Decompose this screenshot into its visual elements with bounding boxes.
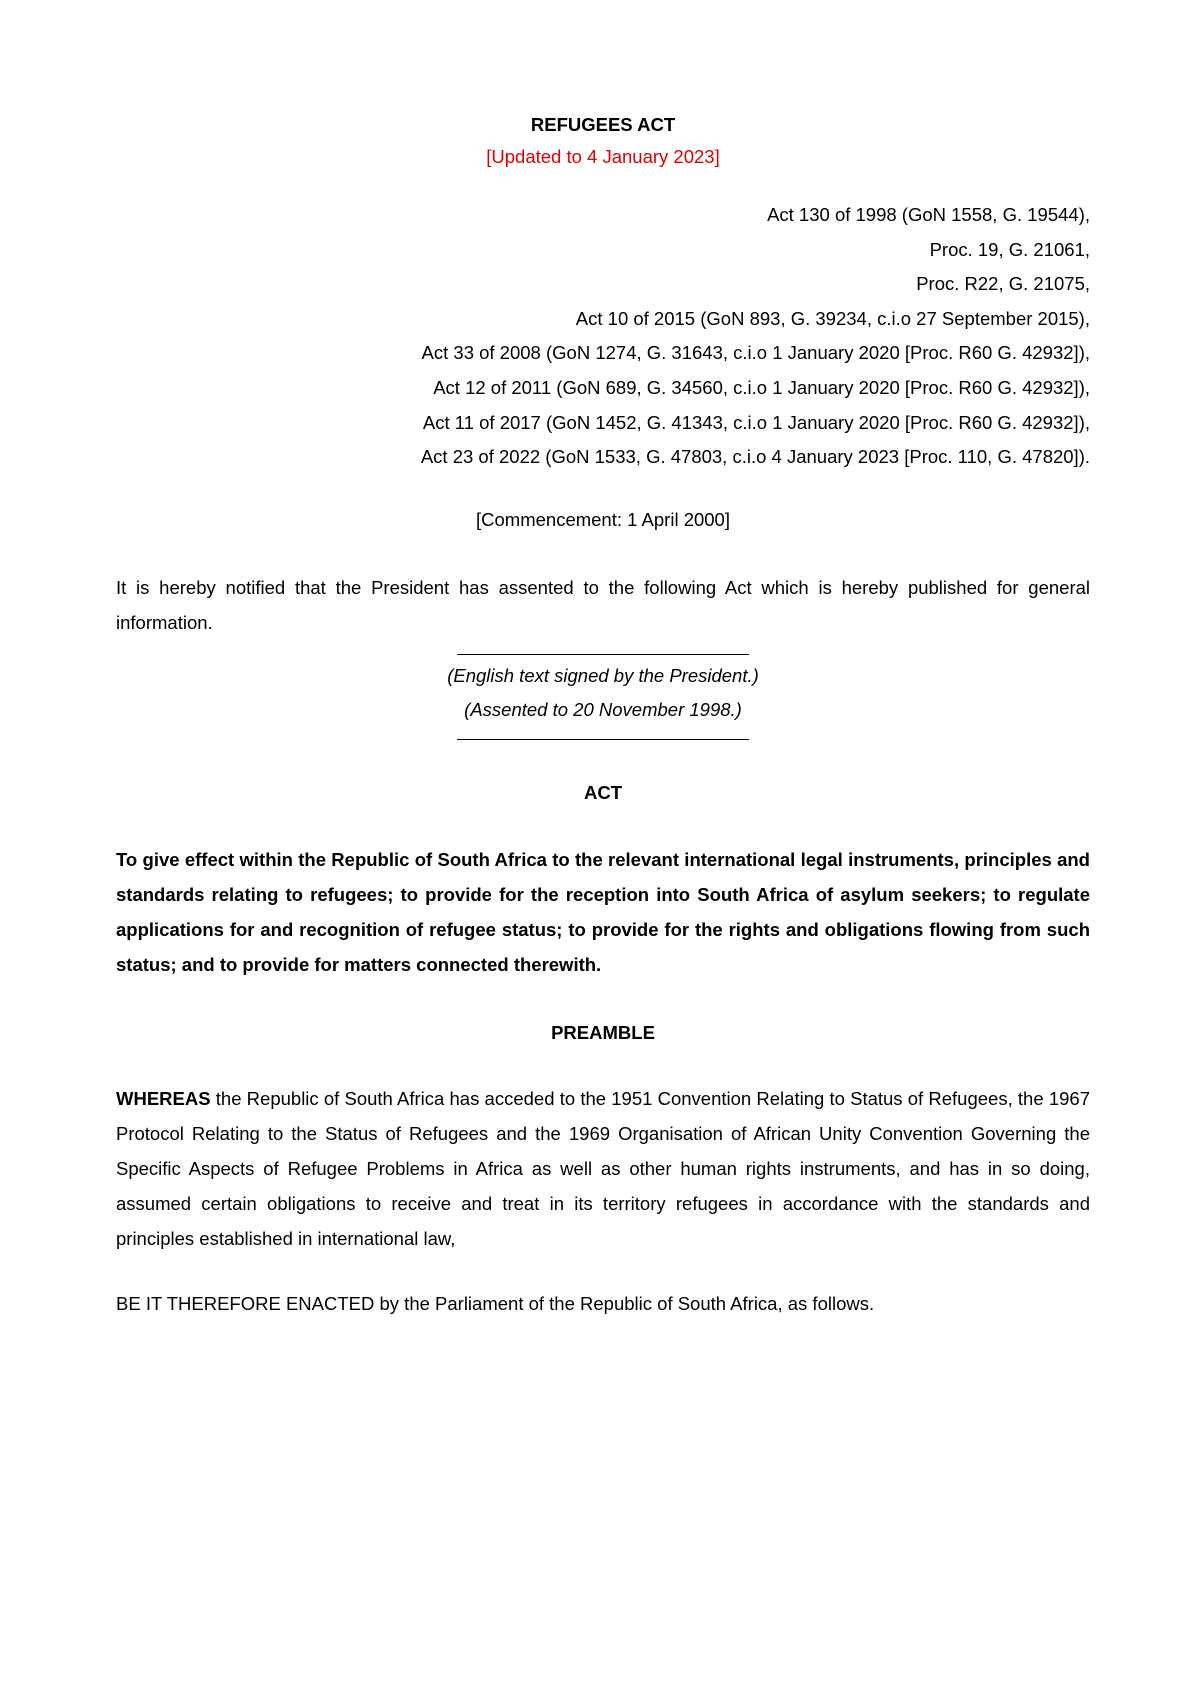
amendment-line: Proc. R22, G. 21075,	[916, 273, 1090, 295]
enactment-clause: BE IT THEREFORE ENACTED by the Parliament of the Republic of South Africa, as follows.	[116, 1292, 875, 1314]
amendment-line: Act 33 of 2008 (GoN 1274, G. 31643, c.i.o 1 January 2020 [Proc. R60 G. 42932]),	[421, 342, 1090, 364]
amendment-line: Act 23 of 2022 (GoN 1533, G. 47803, c.i.o 4 January 2023 [Proc. 110, G. 47820]).	[420, 446, 1090, 468]
assented-note: (Assented to 20 November 1998.)	[464, 698, 742, 720]
signed-note: (English text signed by the President.)	[447, 664, 759, 686]
updated-note: [Updated to 4 January 2023]	[486, 146, 720, 167]
act-heading: ACT	[583, 781, 623, 803]
divider-line	[457, 654, 749, 655]
long-title: To give effect within the Republic of South Africa to the relevant international legal instruments, principles and standards relating to refugees; to provide for the reception into South Africa of asylum seekers; to regulate applications for and recognition of refugee status; to provide for the rights and obligations flowing from such status; and to provide for matters connected therewith.	[116, 848, 1090, 975]
amendment-line: Act 12 of 2011 (GoN 689, G. 34560, c.i.o 1 January 2020 [Proc. R60 G. 42932]),	[433, 376, 1090, 398]
amendment-line: Act 130 of 1998 (GoN 1558, G. 19544),	[767, 204, 1090, 225]
divider-line	[457, 739, 749, 740]
whereas-text: the Republic of South Africa has acceded to the 1951 Convention Relating to Status of Refugees, the 1967 Protocol Relating to the Status of Refugees and the 1969 Organisation of African Unity Convention Governing the Specific Aspects of Refugee Problems in Africa as well as other human rights instruments, and has in so doing, assumed certain obligations to receive and treat in its territory refugees in accordance with the standards and principles established in international law,	[116, 1087, 1090, 1249]
assent-notice: It is hereby notified that the President has assented to the following Act which is hereby published for general information.	[116, 576, 1090, 633]
amendment-line: Act 10 of 2015 (GoN 893, G. 39234, c.i.o 27 September 2015),	[575, 307, 1090, 329]
whereas-lead: WHEREAS	[116, 1087, 211, 1109]
amendment-list	[116, 198, 1090, 475]
amendment-line: Proc. 19, G. 21061,	[929, 238, 1090, 260]
preamble-heading: PREAMBLE	[551, 1021, 655, 1043]
commencement-note: [Commencement: 1 April 2000]	[476, 508, 730, 530]
preamble-paragraph	[116, 1081, 1090, 1256]
amendment-line: Act 11 of 2017 (GoN 1452, G. 41343, c.i.o 1 January 2020 [Proc. R60 G. 42932]),	[422, 411, 1090, 433]
document-content	[116, 112, 1090, 1319]
document-title: REFUGEES ACT	[530, 114, 676, 135]
